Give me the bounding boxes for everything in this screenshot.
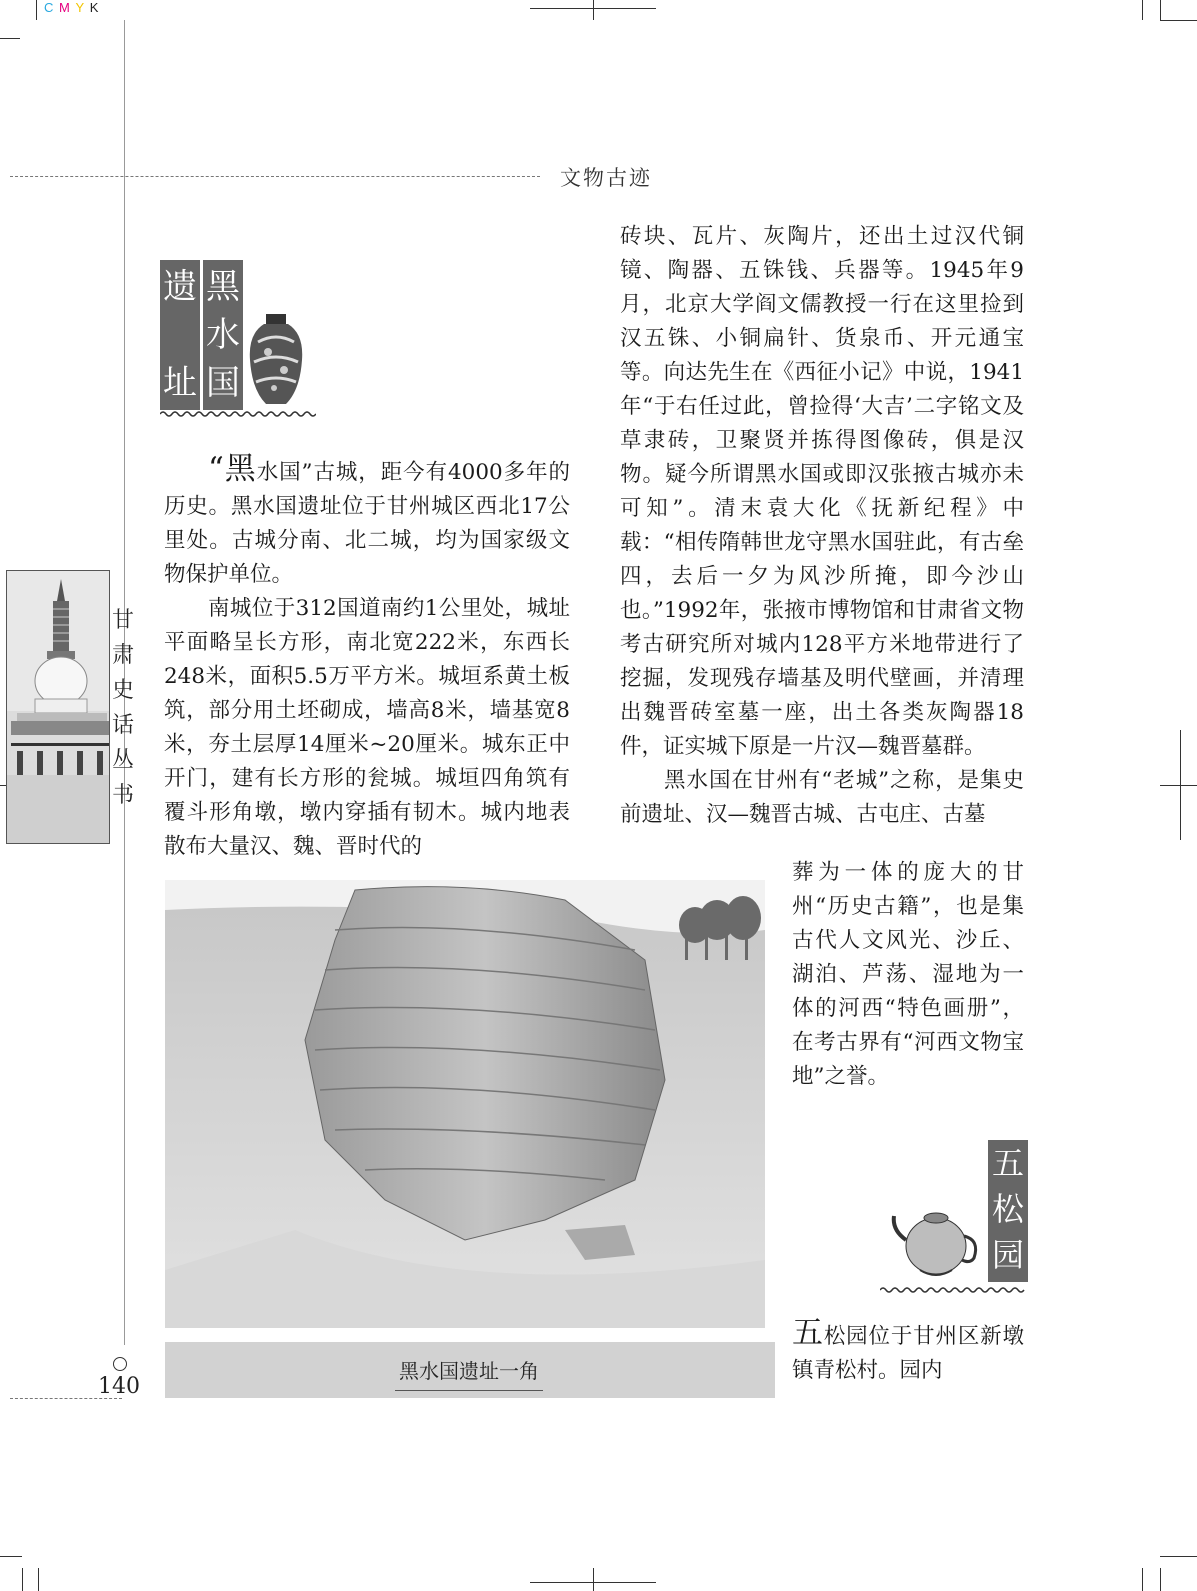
section1-left-column: [164, 452, 570, 864]
crop-mark-top-left-h: [0, 38, 20, 39]
teapot-icon: [890, 1200, 982, 1282]
crop-mark-top-right-v2: [1160, 0, 1161, 20]
running-header-title: 文物古迹: [560, 166, 652, 190]
section1-wave-divider: [160, 410, 316, 418]
crop-mark-top-center-v: [593, 0, 594, 20]
pagoda-photo: [6, 570, 110, 844]
title-char: 遗: [163, 267, 197, 307]
section2-wave-divider: [880, 1286, 1026, 1294]
cmyk-c: C: [44, 0, 55, 15]
crop-mark-right-mid-h: [1160, 785, 1197, 786]
crop-mark-bottom-left-v1: [22, 1568, 23, 1591]
title-char: 松: [991, 1190, 1024, 1228]
heishuiguo-ruins-photo: [165, 880, 765, 1328]
section2-title-column: [988, 1140, 1028, 1282]
crop-mark-bottom-center-v: [593, 1568, 594, 1591]
series-char: 史: [111, 678, 134, 703]
title-char: 黑: [206, 267, 240, 307]
header-dashed-rule: [10, 176, 540, 177]
section2-intro-paragraph: [792, 1316, 1024, 1388]
porcelain-vase-icon: [246, 312, 306, 410]
series-char: 丛: [111, 748, 134, 773]
page-marker-circle: [113, 1357, 127, 1371]
photo-caption: 黑水国遗址一角: [395, 1355, 543, 1391]
series-char: 书: [111, 783, 134, 808]
crop-mark-top-left-v: [36, 0, 37, 20]
right-column-paragraph-2: 黑水国在甘州有“老城”之称，是集史前遗址、汉—魏晋古城、古屯庄、古墓: [620, 768, 1024, 827]
pagoda-illustration: [7, 571, 109, 843]
footer-dashed-rule: [10, 1398, 122, 1399]
crop-mark-top-right-h: [1160, 20, 1197, 21]
cmyk-color-bar: [44, 0, 99, 15]
section1-right-column: [620, 220, 1024, 832]
section2-intro-text: 松园位于甘州区新墩镇青松村。园内: [792, 1324, 1024, 1383]
title-char: 园: [991, 1236, 1024, 1274]
right-column-paragraph-1: 砖块、瓦片、灰陶片，还出土过汉代铜镜、陶器、五铢钱、兵器等。1945年9月，北京大学阎文儒教授一行在这里捡到汉五铢、小铜扁针、货泉币、开元通宝等。向达先生在《西征小记》中说，1941年“于右任过此，曾捡得‘大吉’二字铭文及草隶砖，卫聚贤并拣得图像砖，俱是汉物。疑今所谓黑水国或即汉张掖古城亦未可知”。清末袁大化《抚新纪程》中载：“相传隋韩世龙守黑水国驻此，有古垒四，去后一夕为风沙所掩，即今沙山也。”1992年，张掖市博物馆和甘肃省文物考古研究所对城内128平方米地带进行了挖掘，发现残存墙基及明代壁画，并清理出魏晋砖室墓一座，出土各类灰陶器18件，证实城下原是一片汉—魏晋墓群。: [620, 224, 1024, 759]
section2-text: [792, 1316, 1024, 1388]
series-char: 话: [111, 713, 134, 738]
series-char: 甘: [111, 608, 134, 633]
page-number: 140: [98, 1374, 140, 1399]
section1-right-narrow-column: [792, 856, 1024, 1094]
series-title-vertical: [110, 603, 136, 813]
series-char: 肃: [111, 643, 134, 668]
intro-text: 水国”古城，距今有4000多年的历史。黑水国遗址位于甘州城区西北17公里处。古城分南、北二城，均为国家级文物保护单位。: [164, 460, 570, 587]
right-column-paragraph-2-continued: 葬为一体的庞大的甘州“历史古籍”，也是集古代人文风光、沙丘、湖泊、芦荡、湿地为一体的河西“特色画册”，在考古界有“河西文物宝地”之誉。: [792, 860, 1024, 1089]
crop-mark-bottom-right-h: [1160, 1556, 1197, 1557]
crop-mark-bottom-right-v2: [1160, 1568, 1161, 1591]
title-char: 址: [163, 363, 197, 403]
title-char: 国: [206, 363, 240, 403]
crop-mark-right-mid-v: [1180, 730, 1181, 840]
title-char: 五: [991, 1144, 1024, 1182]
ruins-illustration: [165, 880, 765, 1328]
cmyk-m: M: [59, 0, 71, 15]
intro-paragraph: [164, 452, 570, 592]
title-char: 水: [206, 315, 240, 355]
cmyk-k: K: [89, 0, 100, 15]
drop-cap: “黑: [208, 451, 257, 487]
crop-mark-bottom-left-v2: [38, 1568, 39, 1591]
section1-title-left-column: [160, 260, 200, 410]
crop-mark-bottom-left-h: [0, 1556, 22, 1557]
crop-mark-bottom-right-v1: [1142, 1568, 1143, 1591]
crop-mark-top-right-v1: [1142, 0, 1143, 20]
south-city-paragraph: 南城位于312国道南约1公里处，城址平面略呈长方形，南北宽222米，东西长248米，面积5.5万平方米。城垣系黄土板筑，部分用土坯砌成，墙高8米，墙基宽8米，夯土层厚14厘米~20厘米。城东正中开门，建有长方形的瓮城。城垣四角筑有覆斗形角墩，墩内穿插有韧木。城内地表散布大量汉、魏、晋时代的: [164, 596, 570, 859]
section1-title-right-column: [203, 260, 243, 410]
drop-cap: 五: [792, 1315, 824, 1351]
cmyk-y: Y: [75, 0, 86, 15]
